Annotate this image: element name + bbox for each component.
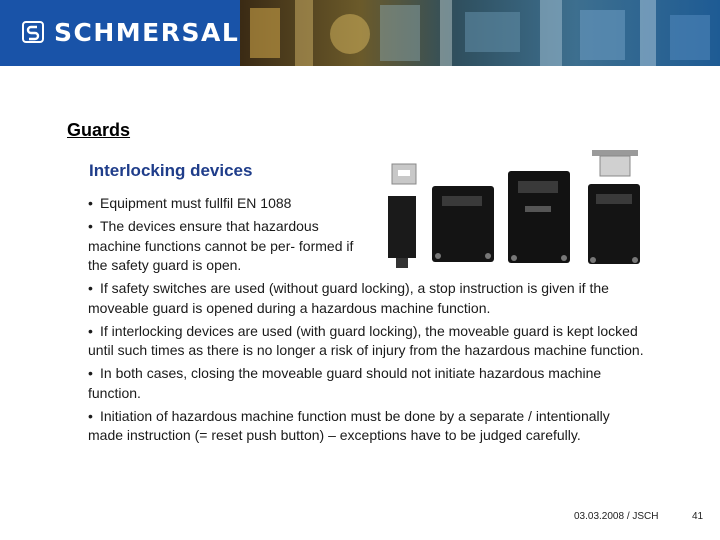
brand-logo (0, 0, 240, 66)
bullet-glyph: • (88, 218, 93, 234)
slide-subtitle: Interlocking devices (89, 161, 253, 180)
list-item: • Equipment must fullfil EN 1088 (88, 194, 648, 214)
list-item: • The devices ensure that hazardous machine functions cannot be per- formed if the safety guard is open. (88, 218, 354, 273)
bullet-glyph: • (88, 407, 93, 424)
list-item: • Initiation of hazardous machine function must be done by a separate / intentionally made instruction (= reset push button) – exceptions have to be judged carefully. (88, 407, 610, 443)
list-item: • If safety switches are used (without guard locking), a stop instruction is given if the moveable guard is opened during a hazardous machine function. (88, 280, 609, 316)
industrial-banner-image (240, 0, 720, 66)
slide-title: Guards (67, 120, 131, 140)
page-number: 41 (692, 511, 704, 522)
bullet-glyph: • (88, 365, 93, 381)
slide-header (0, 0, 720, 66)
logo-text: SCHMERSAL (54, 18, 240, 47)
bullet-glyph: • (88, 280, 93, 296)
list-item: • In both cases, closing the moveable guard should not initiate hazardous machine function. (88, 365, 602, 401)
footer-date: 03.03.2008 / JSCH (574, 511, 659, 522)
list-item: • If interlocking devices are used (with guard locking), the moveable guard is kept locked until such times as there is no longer a risk of injury from the hazardous machine function. (88, 322, 644, 358)
bullet-glyph: • (88, 322, 93, 339)
schmersal-logo-icon (22, 21, 44, 43)
bullet-list (88, 194, 648, 449)
bullet-glyph: • (88, 195, 93, 211)
